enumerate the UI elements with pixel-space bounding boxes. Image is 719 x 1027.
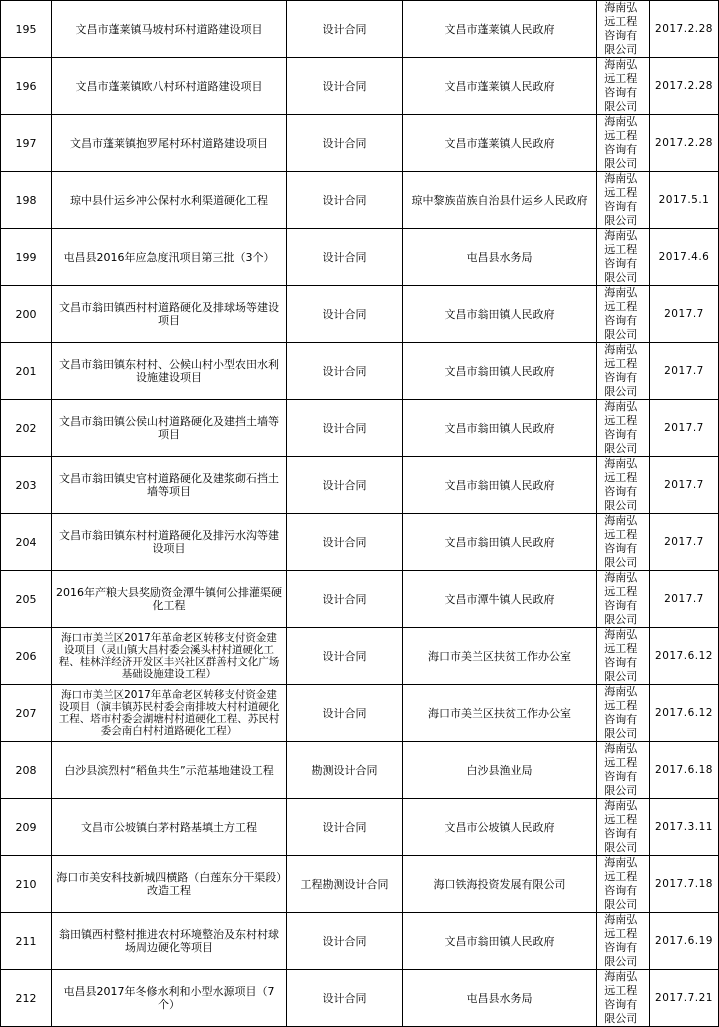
table-row — [1, 457, 719, 514]
project-name-cell — [52, 856, 287, 913]
contract-type: 设计合同 — [322, 478, 367, 492]
project-name-cell — [52, 229, 287, 286]
row-number: 206 — [15, 649, 37, 663]
client-name: 海口市美兰区扶贫工作办公室 — [428, 649, 571, 663]
row-number: 209 — [15, 820, 37, 834]
contractor-name: 海南弘远工程咨询有限公司 — [604, 229, 638, 284]
contract-type-cell — [287, 1, 403, 58]
table-row — [1, 1, 719, 58]
date-cell — [650, 58, 719, 115]
client-cell — [403, 229, 597, 286]
contractor-cell — [597, 742, 650, 799]
table-row — [1, 685, 719, 742]
contractor-name: 海南弘远工程咨询有限公司 — [604, 685, 638, 740]
table-row — [1, 742, 719, 799]
project-name: 文昌市翁田镇东村村道路硬化及排污水沟等建设项目 — [59, 529, 279, 555]
row-number-cell — [1, 229, 52, 286]
client-name: 文昌市蓬莱镇人民政府 — [444, 79, 555, 93]
date-cell — [650, 286, 719, 343]
client-cell — [403, 571, 597, 628]
client-cell — [403, 685, 597, 742]
project-name-cell — [52, 172, 287, 229]
client-cell — [403, 400, 597, 457]
project-name-cell — [52, 286, 287, 343]
client-cell — [403, 913, 597, 970]
client-cell — [403, 799, 597, 856]
project-name-cell — [52, 514, 287, 571]
contract-type-cell — [287, 286, 403, 343]
date-cell — [650, 457, 719, 514]
contract-date: 2017.7 — [664, 478, 704, 491]
contract-type-cell — [287, 343, 403, 400]
date-cell — [650, 799, 719, 856]
contract-date: 2017.6.18 — [655, 763, 713, 776]
contract-type-cell — [287, 970, 403, 1027]
row-number: 203 — [15, 478, 37, 492]
project-name: 文昌市翁田镇西村村道路硬化及排球场等建设项目 — [59, 301, 279, 327]
date-cell — [650, 913, 719, 970]
contract-date: 2017.6.12 — [655, 649, 713, 662]
table-row — [1, 970, 719, 1027]
contract-type-cell — [287, 856, 403, 913]
contractor-name: 海南弘远工程咨询有限公司 — [604, 628, 638, 683]
row-number: 210 — [15, 877, 37, 891]
row-number: 200 — [15, 307, 37, 321]
contractor-name: 海南弘远工程咨询有限公司 — [604, 799, 638, 854]
contractor-name: 海南弘远工程咨询有限公司 — [604, 58, 638, 113]
contract-date: 2017.6.12 — [655, 706, 713, 719]
project-name: 文昌市蓬莱镇马坡村环村道路建设项目 — [75, 22, 263, 36]
row-number-cell — [1, 514, 52, 571]
row-number-cell — [1, 343, 52, 400]
project-name: 海口市美安科技新城四横路（白莲东分干渠段）改造工程 — [56, 871, 282, 897]
contract-type-cell — [287, 628, 403, 685]
contractor-cell — [597, 799, 650, 856]
contract-type-cell — [287, 229, 403, 286]
project-name-cell — [52, 343, 287, 400]
contract-date: 2017.7.21 — [655, 991, 713, 1004]
contract-type: 勘测设计合同 — [311, 763, 378, 777]
contractor-name: 海南弘远工程咨询有限公司 — [604, 571, 638, 626]
contractor-name: 海南弘远工程咨询有限公司 — [604, 172, 638, 227]
project-name-cell — [52, 571, 287, 628]
contract-type: 设计合同 — [322, 193, 367, 207]
contract-type-cell — [287, 400, 403, 457]
date-cell — [650, 856, 719, 913]
contractor-name: 海南弘远工程咨询有限公司 — [604, 970, 638, 1025]
project-name: 文昌市翁田镇东村村、公候山村小型农田水利设施建设项目 — [59, 358, 279, 384]
contract-type: 设计合同 — [322, 364, 367, 378]
contractor-name: 海南弘远工程咨询有限公司 — [604, 115, 638, 170]
row-number-cell — [1, 628, 52, 685]
contract-date: 2017.2.28 — [655, 22, 713, 35]
contract-date: 2017.7 — [664, 364, 704, 377]
table-row — [1, 856, 719, 913]
row-number: 208 — [15, 763, 37, 777]
row-number-cell — [1, 286, 52, 343]
contractor-name: 海南弘远工程咨询有限公司 — [604, 742, 638, 797]
contract-type-cell — [287, 514, 403, 571]
table-row — [1, 172, 719, 229]
client-name: 文昌市潭牛镇人民政府 — [444, 592, 555, 606]
project-name-cell — [52, 1, 287, 58]
project-name: 海口市美兰区2017年革命老区转移支付资金建设项目（灵山镇大昌村委会溪头村村道硬化工程、桂林洋经济开发区丰兴社区群善村文化广场基础设施建设工程） — [58, 632, 280, 680]
contractor-name: 海南弘远工程咨询有限公司 — [604, 514, 638, 569]
table-row — [1, 799, 719, 856]
contract-type: 设计合同 — [322, 706, 367, 720]
project-name: 2016年产粮大县奖励资金潭牛镇何公排灌渠硬化工程 — [56, 586, 282, 612]
table-body — [1, 1, 719, 1027]
client-name: 文昌市翁田镇人民政府 — [444, 364, 555, 378]
contractor-cell — [597, 1, 650, 58]
client-name: 文昌市蓬莱镇人民政府 — [444, 136, 555, 150]
project-name: 海口市美兰区2017年革命老区转移支付资金建设项目（演丰镇苏民村委会南排坡大村村道硬化工程、塔市村委会湖塘村村道硬化工程、苏民村委会南白村村道路硬化工程） — [58, 689, 280, 737]
project-name: 文昌市蓬莱镇欧八村环村道路建设项目 — [75, 79, 263, 93]
client-name: 文昌市蓬莱镇人民政府 — [444, 22, 555, 36]
contractor-cell — [597, 58, 650, 115]
client-name: 文昌市翁田镇人民政府 — [444, 478, 555, 492]
contract-type-cell — [287, 571, 403, 628]
project-name-cell — [52, 58, 287, 115]
project-name: 文昌市蓬莱镇抱罗尾村环村道路建设项目 — [70, 136, 268, 150]
contractor-name: 海南弘远工程咨询有限公司 — [604, 400, 638, 455]
client-cell — [403, 970, 597, 1027]
contractor-cell — [597, 856, 650, 913]
contract-date: 2017.7 — [664, 592, 704, 605]
row-number-cell — [1, 400, 52, 457]
date-cell — [650, 1, 719, 58]
contract-type-cell — [287, 799, 403, 856]
row-number-cell — [1, 799, 52, 856]
client-name: 白沙县渔业局 — [466, 763, 533, 777]
client-name: 海口铁海投资发展有限公司 — [433, 877, 566, 891]
row-number: 204 — [15, 535, 37, 549]
contract-date: 2017.4.6 — [658, 250, 710, 263]
client-cell — [403, 58, 597, 115]
row-number: 198 — [15, 193, 37, 207]
date-cell — [650, 400, 719, 457]
contractor-cell — [597, 343, 650, 400]
contract-date: 2017.5.1 — [658, 193, 710, 206]
project-name-cell — [52, 685, 287, 742]
contractor-name: 海南弘远工程咨询有限公司 — [604, 457, 638, 512]
contractor-name: 海南弘远工程咨询有限公司 — [604, 913, 638, 968]
project-name: 屯昌县2016年应急度汛项目第三批（3个） — [63, 250, 275, 264]
contract-date: 2017.7 — [664, 421, 704, 434]
project-name-cell — [52, 115, 287, 172]
contractor-cell — [597, 286, 650, 343]
client-name: 屯昌县水务局 — [466, 991, 533, 1005]
contractor-cell — [597, 571, 650, 628]
project-name: 白沙县滨烈村“稻鱼共生”示范基地建设工程 — [64, 763, 274, 777]
contractor-name: 海南弘远工程咨询有限公司 — [604, 856, 638, 911]
client-cell — [403, 742, 597, 799]
contractor-name: 海南弘远工程咨询有限公司 — [604, 343, 638, 398]
contract-type: 设计合同 — [322, 307, 367, 321]
table-row — [1, 58, 719, 115]
date-cell — [650, 628, 719, 685]
client-cell — [403, 628, 597, 685]
contract-type: 设计合同 — [322, 535, 367, 549]
contract-type: 设计合同 — [322, 592, 367, 606]
contractor-cell — [597, 115, 650, 172]
row-number: 195 — [15, 22, 37, 36]
project-name-cell — [52, 742, 287, 799]
project-name: 屯昌县2017年冬修水利和小型水源项目（7个） — [63, 985, 275, 1011]
row-number-cell — [1, 571, 52, 628]
contractor-cell — [597, 628, 650, 685]
contractor-name: 海南弘远工程咨询有限公司 — [604, 1, 638, 56]
contract-type: 工程勘测设计合同 — [300, 877, 389, 891]
date-cell — [650, 343, 719, 400]
project-name-cell — [52, 799, 287, 856]
contractor-cell — [597, 229, 650, 286]
table-row — [1, 571, 719, 628]
row-number-cell — [1, 742, 52, 799]
table-row — [1, 913, 719, 970]
project-name: 琼中县什运乡冲公保村水利渠道硬化工程 — [70, 193, 268, 207]
contract-type-cell — [287, 457, 403, 514]
client-name: 屯昌县水务局 — [466, 250, 533, 264]
date-cell — [650, 742, 719, 799]
contractor-cell — [597, 172, 650, 229]
row-number: 211 — [15, 934, 37, 948]
row-number: 201 — [15, 364, 37, 378]
contractor-cell — [597, 457, 650, 514]
date-cell — [650, 571, 719, 628]
table-row — [1, 514, 719, 571]
contractor-cell — [597, 514, 650, 571]
date-cell — [650, 229, 719, 286]
contractor-cell — [597, 913, 650, 970]
client-cell — [403, 514, 597, 571]
row-number-cell — [1, 1, 52, 58]
client-cell — [403, 457, 597, 514]
contract-date: 2017.7.18 — [655, 877, 713, 890]
row-number: 197 — [15, 136, 37, 150]
table-row — [1, 343, 719, 400]
project-name-cell — [52, 628, 287, 685]
row-number: 202 — [15, 421, 37, 435]
contract-type-cell — [287, 115, 403, 172]
client-cell — [403, 172, 597, 229]
project-name: 文昌市公坡镇白茅村路基填土方工程 — [81, 820, 257, 834]
date-cell — [650, 115, 719, 172]
contract-date: 2017.3.11 — [655, 820, 713, 833]
client-name: 琼中黎族苗族自治县什运乡人民政府 — [411, 193, 588, 207]
contract-type: 设计合同 — [322, 649, 367, 663]
row-number: 199 — [15, 250, 37, 264]
date-cell — [650, 970, 719, 1027]
contract-type-cell — [287, 742, 403, 799]
table-row — [1, 229, 719, 286]
client-cell — [403, 115, 597, 172]
project-name: 文昌市翁田镇史官村道路硬化及建浆砌石挡土墙等项目 — [59, 472, 279, 498]
date-cell — [650, 514, 719, 571]
table-row — [1, 628, 719, 685]
contract-type: 设计合同 — [322, 991, 367, 1005]
client-name: 文昌市翁田镇人民政府 — [444, 307, 555, 321]
contract-type: 设计合同 — [322, 250, 367, 264]
client-cell — [403, 1, 597, 58]
row-number-cell — [1, 172, 52, 229]
project-name: 翁田镇西村整村推进农村环境整治及东村村球场周边硬化等项目 — [59, 928, 279, 954]
row-number: 207 — [15, 706, 37, 720]
contract-date: 2017.7 — [664, 535, 704, 548]
project-name: 文昌市翁田镇公侯山村道路硬化及建挡土墙等项目 — [59, 415, 279, 441]
contract-type: 设计合同 — [322, 421, 367, 435]
contractor-cell — [597, 400, 650, 457]
contract-date: 2017.7 — [664, 307, 704, 320]
table-row — [1, 286, 719, 343]
client-name: 文昌市公坡镇人民政府 — [444, 820, 555, 834]
project-name-cell — [52, 970, 287, 1027]
row-number-cell — [1, 856, 52, 913]
contract-type: 设计合同 — [322, 934, 367, 948]
table-row — [1, 400, 719, 457]
project-name-cell — [52, 400, 287, 457]
contract-type-cell — [287, 685, 403, 742]
row-number-cell — [1, 58, 52, 115]
client-name: 文昌市翁田镇人民政府 — [444, 934, 555, 948]
contract-type: 设计合同 — [322, 79, 367, 93]
table-row — [1, 115, 719, 172]
contract-type: 设计合同 — [322, 820, 367, 834]
row-number: 205 — [15, 592, 37, 606]
contract-type-cell — [287, 58, 403, 115]
contract-type: 设计合同 — [322, 136, 367, 150]
row-number-cell — [1, 457, 52, 514]
contract-type-cell — [287, 913, 403, 970]
date-cell — [650, 685, 719, 742]
row-number-cell — [1, 685, 52, 742]
contractor-cell — [597, 970, 650, 1027]
project-name-cell — [52, 913, 287, 970]
row-number-cell — [1, 970, 52, 1027]
contract-type: 设计合同 — [322, 22, 367, 36]
contract-date: 2017.2.28 — [655, 79, 713, 92]
row-number-cell — [1, 115, 52, 172]
contractor-name: 海南弘远工程咨询有限公司 — [604, 286, 638, 341]
client-cell — [403, 343, 597, 400]
contract-type-cell — [287, 172, 403, 229]
row-number: 212 — [15, 991, 37, 1005]
date-cell — [650, 172, 719, 229]
row-number: 196 — [15, 79, 37, 93]
client-cell — [403, 856, 597, 913]
client-name: 文昌市翁田镇人民政府 — [444, 535, 555, 549]
client-name: 文昌市翁田镇人民政府 — [444, 421, 555, 435]
client-cell — [403, 286, 597, 343]
row-number-cell — [1, 913, 52, 970]
contractor-cell — [597, 685, 650, 742]
client-name: 海口市美兰区扶贫工作办公室 — [428, 706, 571, 720]
project-name-cell — [52, 457, 287, 514]
contract-date: 2017.6.19 — [655, 934, 713, 947]
contract-date: 2017.2.28 — [655, 136, 713, 149]
